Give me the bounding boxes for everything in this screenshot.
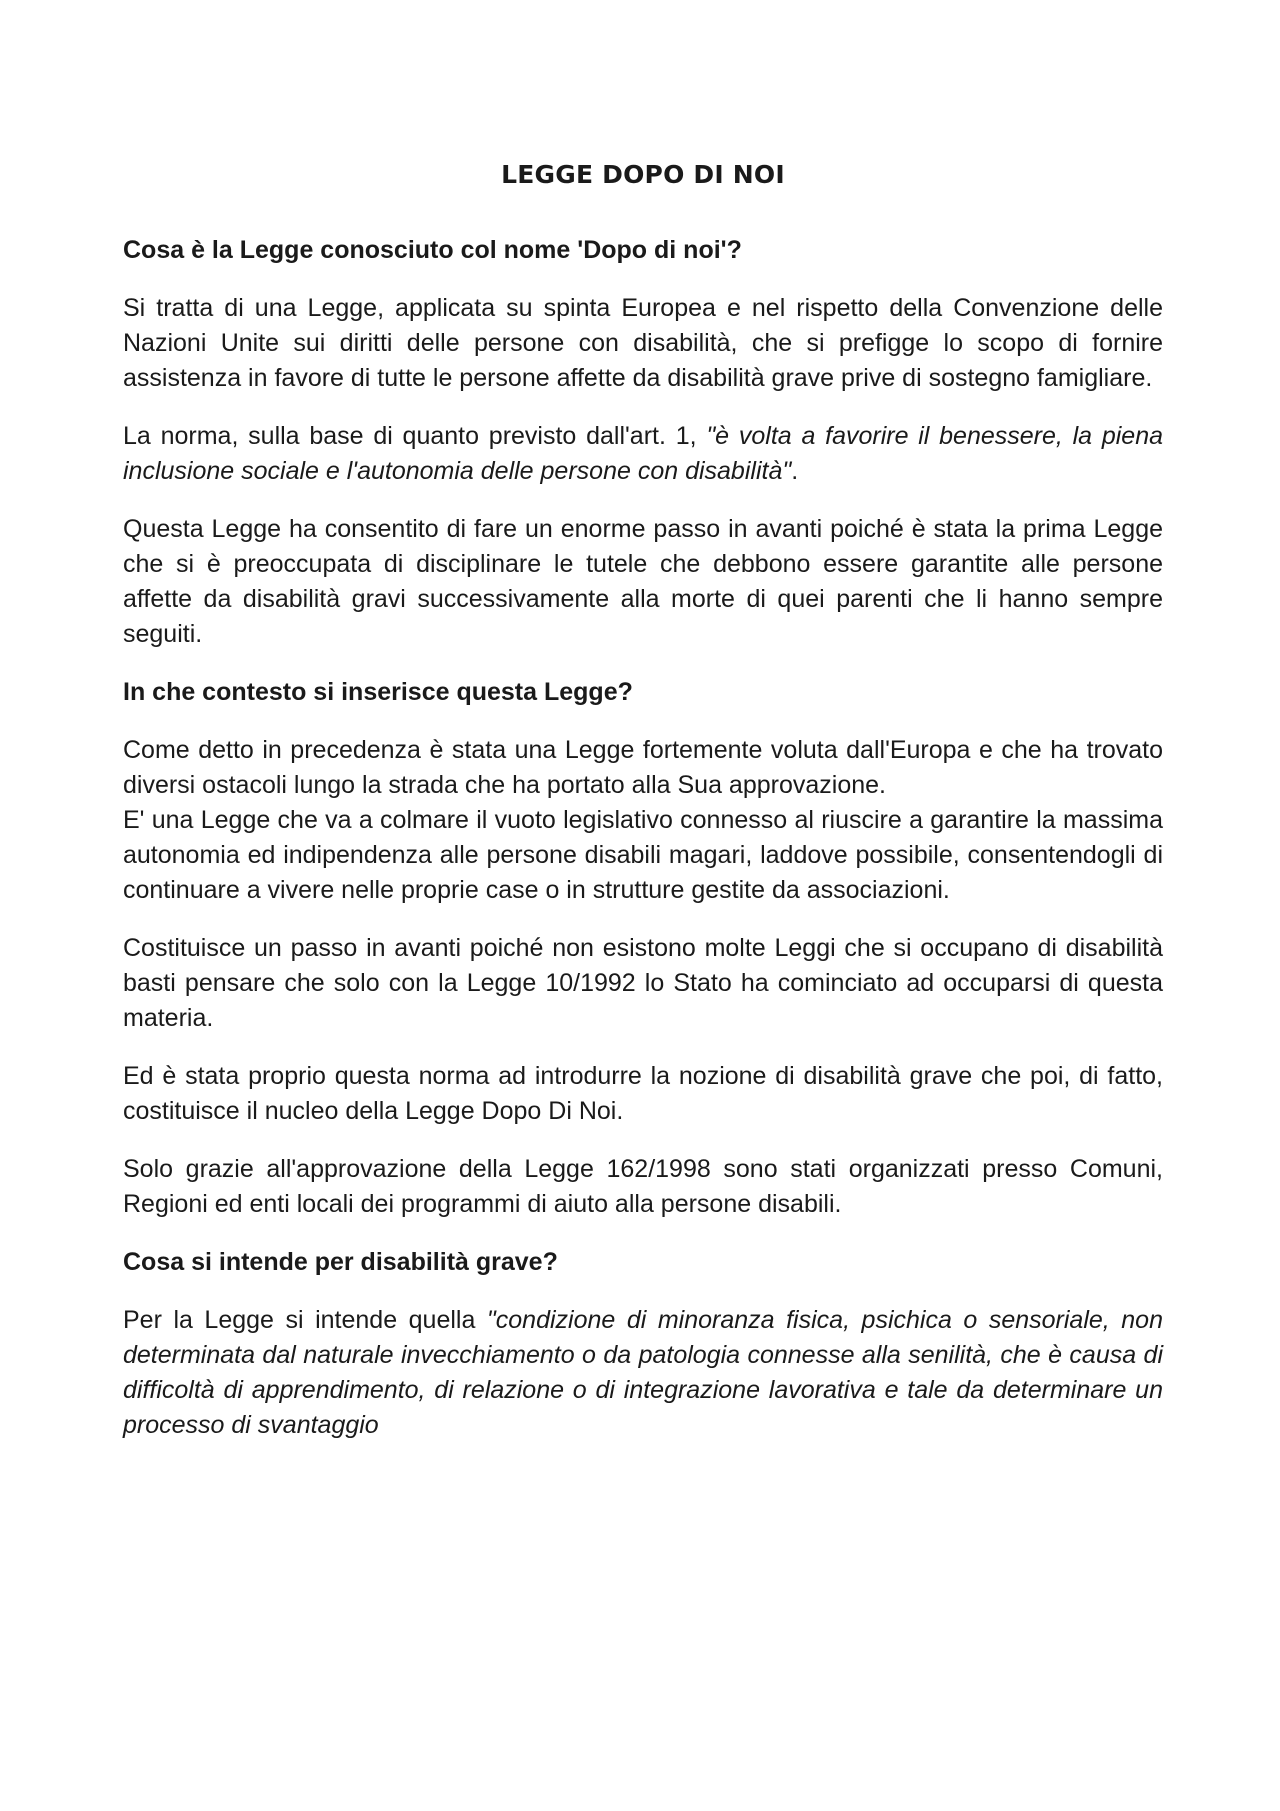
- document-title: LEGGE DOPO DI NOI: [501, 160, 785, 189]
- paragraph-7: Ed è stata proprio questa norma ad introdurre la nozione di disabilità grave che poi, di fatto, costituisce il nucleo della Legge Dopo Di Noi.: [123, 1062, 1163, 1125]
- question-heading-3: Cosa si intende per disabilità grave?: [123, 1248, 558, 1276]
- paragraph-9-quote: "condizione di minoranza fisica, psichica o sensoriale, non determinata dal naturale invecchiamento o da patologia connesse alla senilità, che è causa di difficoltà di apprendimento, di relazione o di integrazione lavorativa e tale da determinare un processo di svantaggio: [123, 1306, 1163, 1439]
- document-page: [123, 160, 1163, 1466]
- paragraph-8: Solo grazie all'approvazione della Legge 162/1998 sono stati organizzati presso Comuni, Regioni ed enti locali dei programmi di aiuto alla persone disabili.: [123, 1155, 1163, 1218]
- paragraph-9: [123, 1303, 1163, 1443]
- paragraph-6: Costituisce un passo in avanti poiché non esistono molte Leggi che si occupano di disabilità basti pensare che solo con la Legge 10/1992 lo Stato ha cominciato ad occuparsi di questa materia.: [123, 934, 1163, 1032]
- paragraph-4: Come detto in precedenza è stata una Legge fortemente voluta dall'Europa e che ha trovato diversi ostacoli lungo la strada che ha portato alla Sua approvazione.: [123, 736, 1163, 799]
- paragraph-2-quote: "è volta a favorire il benessere, la piena inclusione sociale e l'autonomia delle persone con disabilità": [123, 422, 1163, 485]
- paragraph-2-lead: La norma, sulla base di quanto previsto dall'art. 1,: [123, 422, 707, 450]
- paragraph-9-lead: Per la Legge si intende quella: [123, 1306, 487, 1334]
- paragraph-2-end: .: [791, 457, 799, 485]
- paragraph-2: [123, 419, 1163, 489]
- question-heading-1: Cosa è la Legge conosciuto col nome 'Dopo di noi'?: [123, 236, 742, 264]
- question-heading-2: In che contesto si inserisce questa Legge?: [123, 678, 633, 706]
- paragraph-1: Si tratta di una Legge, applicata su spinta Europea e nel rispetto della Convenzione delle Nazioni Unite sui diritti delle persone con disabilità, che si prefigge lo scopo di fornire assistenza in favore di tutte le persone affette da disabilità grave prive di sostegno famigliare.: [123, 294, 1163, 392]
- paragraph-5: E' una Legge che va a colmare il vuoto legislativo connesso al riuscire a garantire la massima autonomia ed indipendenza alle persone disabili magari, laddove possibile, consentendogli di continuare a vivere nelle proprie case o in strutture gestite da associazioni.: [123, 806, 1163, 904]
- paragraph-3: Questa Legge ha consentito di fare un enorme passo in avanti poiché è stata la prima Legge che si è preoccupata di disciplinare le tutele che debbono essere garantite alle persone affette da disabilità gravi successivamente alla morte di quei parenti che li hanno sempre seguiti.: [123, 515, 1163, 648]
